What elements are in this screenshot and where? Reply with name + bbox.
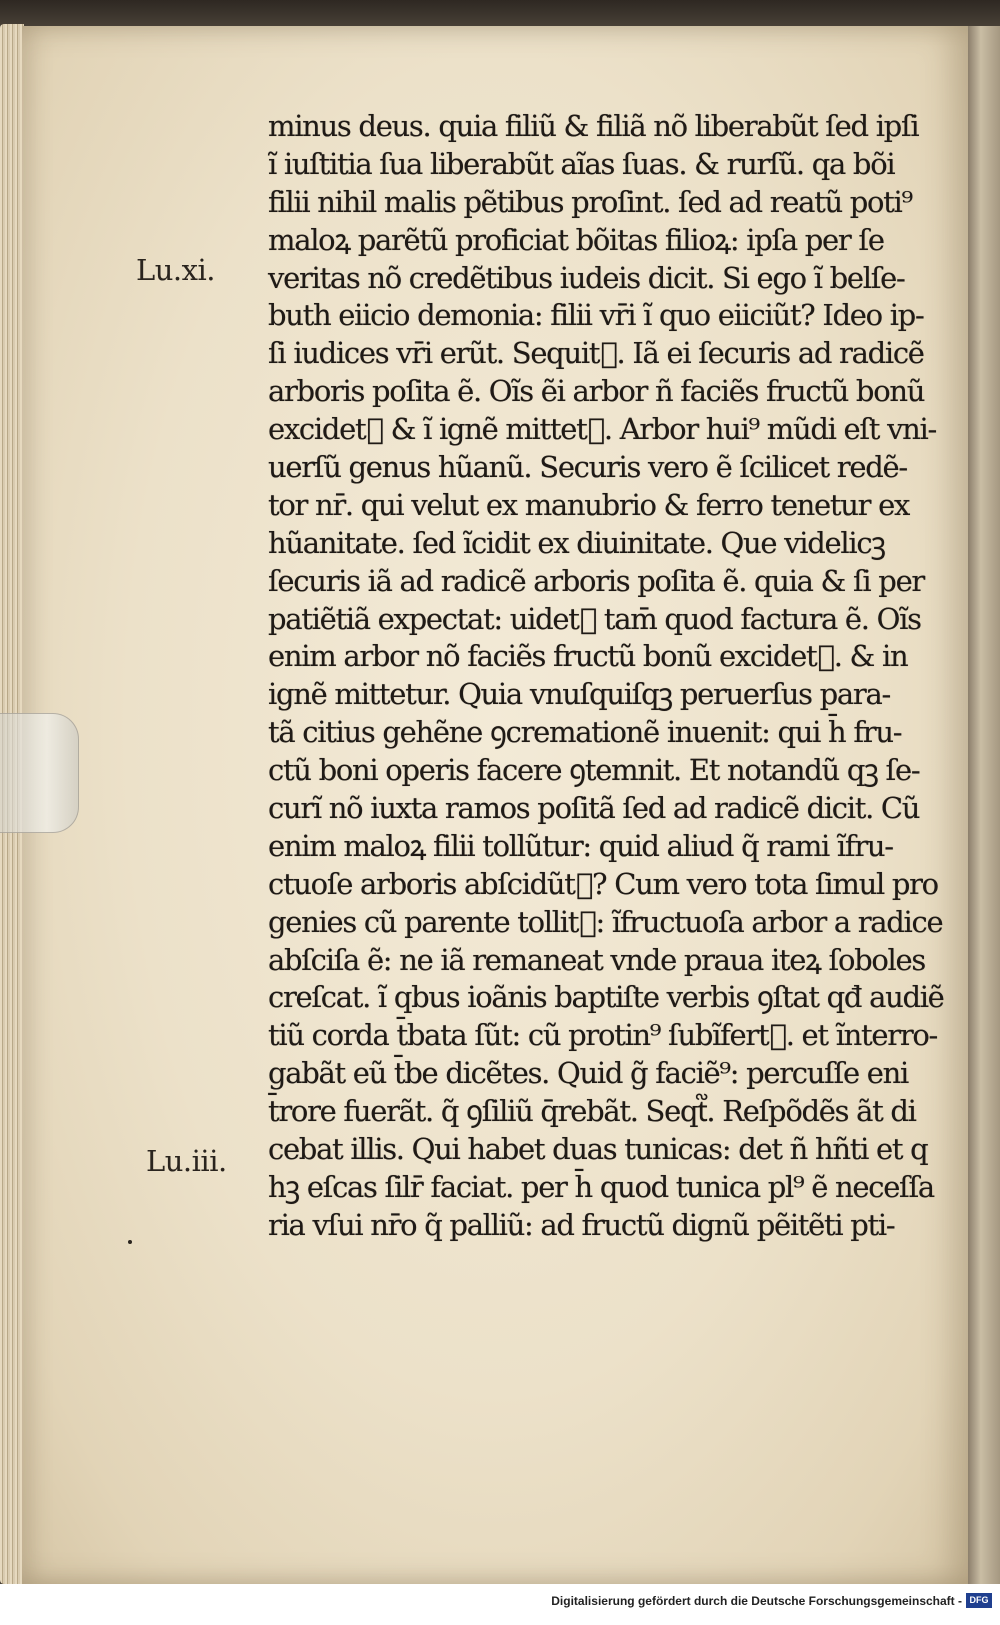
text-line: abſciſa ẽ: ne iã remaneat vnde praua iteꝝ ſoboles	[268, 942, 925, 977]
text-line: veritas nõ credẽtibus iudeis dicit. Si ego ĩ belſe-	[268, 260, 905, 295]
text-line: gabãt eũ t̄be dicẽtes. Quid g̃ faciẽ⁹: percuſſe eni	[268, 1056, 908, 1091]
text-line: hũanitate. ſed ĩcidit ex diuinitate. Que videlicꝫ	[268, 525, 885, 560]
text-line: arboris poſita ẽ. Oĩs ẽi arbor ñ faciẽs fructũ bonũ	[268, 374, 925, 409]
text-line: ctũ boni operis facere ꝯtemnit. Et notandũ qꝫ ſe-	[268, 753, 920, 788]
text-line: ſecuris iã ad radicẽ arboris poſita ẽ. quia & ſi per	[268, 563, 924, 598]
margin-note-luke-iii: Lu.iii.	[146, 1144, 227, 1178]
text-line: tor nr̄. qui velut ex manubrio & ferro tenetur ex	[268, 487, 910, 522]
text-line: buth eiicio demonia: filii vr̄i ĩ quo eiiciũt? Ideo ip-	[268, 298, 924, 333]
text-line: hꝫ eſcas ſilr̄ faciat. per h̄ quod tunica pl⁹ ẽ neceſſa	[268, 1169, 934, 1204]
funding-credit: Digitalisierung gefördert durch die Deutsche Forschungsgemeinschaft -	[551, 1594, 962, 1608]
text-line: cebat illis. Qui habet duas tunicas: det ñ hñti et q	[268, 1132, 928, 1167]
text-line: ctuoſe arboris abſcidũt᷑? Cum vero tota ſimul pro	[268, 866, 938, 901]
page-clip	[0, 713, 79, 833]
text-line: t̄rore fuerãt. q̃ ꝯſiliũ q̄rebãt. Seqt᷑. Reſpõdẽs ãt di	[268, 1094, 916, 1129]
dfg-logo: DFG	[966, 1593, 992, 1608]
text-line: enim maloꝝ filii tollũtur: quid aliud q̃ rami ĩfru-	[268, 828, 893, 863]
text-line: creſcat. ĩ qbus ioãnis baptiſte verbis ꝯſtat qđ audiẽ	[268, 980, 944, 1015]
text-line: curĩ nõ iuxta ramos poſitã ſed ad radicẽ dicit. Cũ	[268, 791, 920, 826]
text-line: tã citius gehẽne ꝯcremationẽ inuenit: qui h̄ fru-	[268, 715, 902, 750]
margin-note-luke-xi: Lu.xi.	[136, 253, 216, 287]
text-line: filii nihil malis pẽtibus proſint. ſed ad reatũ poti⁹	[268, 184, 912, 219]
book-gutter	[968, 26, 1000, 1584]
text-line: minus deus. quia filiũ & filiã nõ liberabũt ſed ipſi	[268, 109, 919, 143]
footer-bar	[0, 1584, 1000, 1625]
text-line: ſi iudices vr̄i erũt. Sequit᷑. Iã ei ſecuris ad radicẽ	[268, 336, 924, 371]
text-line: excidet᷑ & ĩ ignẽ mittet᷑. Arbor hui⁹ mũdi eſt vni-	[268, 412, 937, 447]
text-line: tiũ corda t̄bata ſũt: cũ protin⁹ ſubĩfert᷑. et ĩnterro-	[268, 1018, 938, 1053]
text-line: patiẽtiã expectat: uidet᷑ tam̄ quod factura ẽ. Oĩs	[268, 601, 921, 636]
text-line: ria vſui nr̄o q̃ palliũ: ad fructũ dignũ pẽitẽti pti-	[268, 1207, 895, 1242]
ink-dot	[128, 1240, 132, 1244]
text-line: ĩ iuſtitia ſua liberabũt aĩas ſuas. & rurſũ. qa bõi	[268, 146, 895, 181]
text-line: ignẽ mittetur. Quia vnuſquiſqꝫ peruerſus para-	[268, 677, 890, 712]
text-line: uerſũ genus hũanũ. Securis vero ẽ ſcilicet redẽ-	[268, 450, 907, 485]
text-line: genies cũ parente tollit᷑: ĩfructuoſa arbor a radice	[268, 904, 943, 939]
body-text	[268, 108, 958, 1245]
text-line: maloꝝ parẽtũ proficiat bõitas filioꝝ: ipſa per ſe	[268, 222, 884, 257]
text-line: enim arbor nõ faciẽs fructũ bonũ excidet᷑. & in	[268, 639, 908, 674]
